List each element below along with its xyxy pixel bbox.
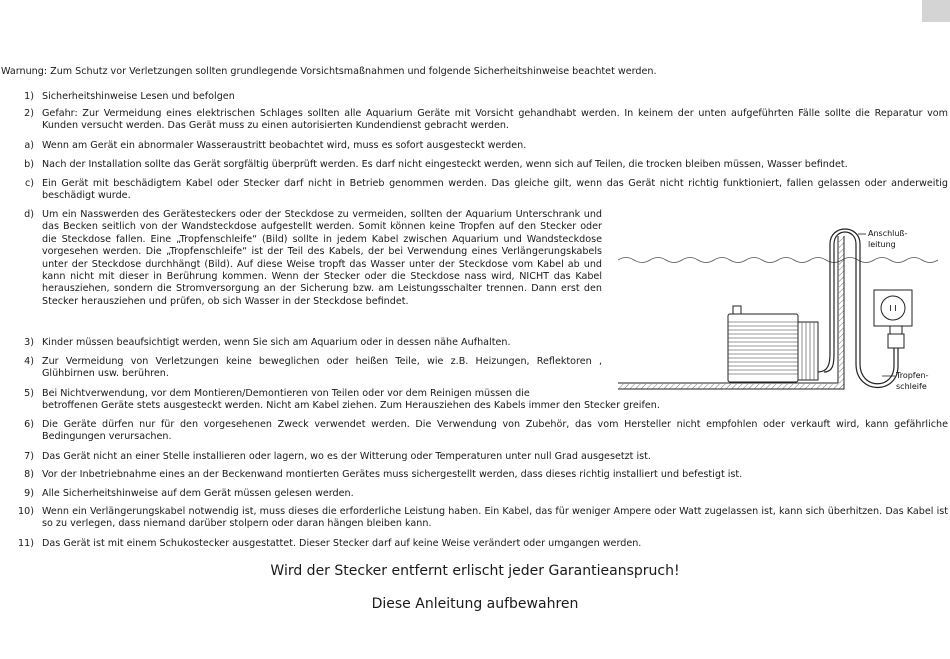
- item-number: 4): [24, 356, 34, 367]
- item-number: 8): [24, 469, 34, 480]
- drip-loop-diagram: [612, 214, 948, 396]
- item-number: 11): [18, 538, 34, 549]
- pump-icon: [728, 306, 818, 382]
- item-text-line2: betroffenen Geräte stets ausgesteckt werden. Nicht am Kabel ziehen. Zum Herausziehen des Kabels immer den Stecker greifen.: [42, 400, 660, 412]
- label-cable: Anschluß- leitung: [868, 229, 908, 249]
- item-number: 10): [18, 506, 34, 517]
- item-text: Nach der Installation sollte das Gerät sorgfältig überprüft werden. Es darf nicht eingesteckt werden, wenn sich auf Teilen, die trocken bleiben müssen, Wasser befindet.: [42, 159, 848, 170]
- item-number: c): [24, 178, 34, 189]
- corner-box: [922, 0, 950, 22]
- keep-instructions: Diese Anleitung aufbewahren: [371, 596, 579, 612]
- item-text: Sicherheitshinweise Lesen und befolgen: [42, 91, 235, 102]
- item-number: 3): [24, 337, 34, 348]
- item-text: Wenn am Gerät ein abnormaler Wasseraustritt beobachtet wird, muss es sofort ausgesteckt werden.: [42, 140, 527, 151]
- socket-text: I I: [889, 304, 897, 313]
- item-text: Um ein Nasswerden des Gerätesteckers oder der Steckdose zu vermeiden, sollten der Aquarium Unterschrank und das Becken seitlich von der Wandsteckdose aufgestellt werden. Somit können keine Tropfen auf den Stecker oder die Steckdose fallen. Eine „Tropfenschleife“ (Bild) sollte in jedem Kabel zwischen Aquarium und Wandsteckdose vorgesehen werden. Die „Tropfenschleife“ ist der Teil des Kabels, der bei Verwendung eines Verlängerungskabels unter der Steckdose durchhängt (Bild). Auf diese Weise tropft das Wasser unter der Steckdose vom Kabel ab und kann nicht mit dieser in Berührung kommen. Wenn der Stecker oder die Steckdose nass wird, NICHT das Kabel herausziehen, sondern die Stromversorgung an der Sicherung bzw. am Leistungsschalter trennen. Dann erst den Stecker herausziehen und prüfen, ob sich Wasser in der Steckdose befindet.: [42, 209, 602, 307]
- item-text: Das Gerät ist mit einem Schukostecker ausgestattet. Dieser Stecker darf auf keine Weise verändert oder umgangen werden.: [42, 538, 642, 549]
- item-text: Wenn ein Verlängerungskabel notwendig ist, muss dieses die erforderliche Leistung haben. Ein Kabel, das für weniger Ampere oder Watt zugelassen ist, kann sich überhitzen. Das Kabel ist so zu verlegen, dass niemand darüber stolpern oder daran hängen bleiben kann.: [42, 506, 948, 530]
- item-number: d): [24, 209, 34, 220]
- item-text: Gefahr: Zur Vermeidung eines elektrischen Schlages sollten alle Aquarium Geräte mit Vorsicht gehandhabt werden. In keinem der unten aufgeführten Fälle sollte die Reparatur vom Kunden versucht werden. Das Gerät muss zu einen autorisierten Kundendienst gebracht werden.: [42, 108, 948, 132]
- warning-text: Warnung: Zum Schutz vor Verletzungen sollten grundlegende Vorsichtsmaßnahmen und folgende Sicherheitshinweise beachtet werden.: [1, 66, 657, 77]
- item-number: 2): [24, 108, 34, 119]
- item-number: 5): [24, 388, 34, 399]
- item-number: 7): [24, 451, 34, 462]
- item-text: Zur Vermeidung von Verletzungen keine beweglichen oder heißen Teile, wie z.B. Heizungen, Reflektoren , Glühbirnen usw. berühren.: [42, 356, 602, 380]
- socket-icon: [874, 290, 912, 326]
- warranty-notice: Wird der Stecker entfernt erlischt jeder Garantieanspruch!: [270, 563, 680, 579]
- item-text: Vor der Inbetriebnahme eines an der Beckenwand montierten Gerätes muss sichergestellt werden, dass dieses richtig installiert und befestigt ist.: [42, 469, 743, 480]
- item-text: Das Gerät nicht an einer Stelle installieren oder lagern, wo es der Witterung oder Temperaturen unter null Grad ausgesetzt ist.: [42, 451, 651, 462]
- item-text: Ein Gerät mit beschädigtem Kabel oder Stecker darf nicht in Betrieb genommen werden. Das gleiche gilt, wenn das Gerät nicht richtig funktioniert, fallen gelassen oder anderweitig beschädigt wurde.: [42, 178, 948, 202]
- item-text: Kinder müssen beaufsichtigt werden, wenn Sie sich am Aquarium oder in dessen nähe Aufhalten.: [42, 337, 511, 348]
- item-number: 6): [24, 419, 34, 430]
- item-text-line1: Bei Nichtverwendung, vor dem Montieren/Demontieren von Teilen oder vor dem Reinigen müssen die: [42, 388, 530, 399]
- item-number: b): [24, 159, 34, 170]
- item-text: Die Geräte dürfen nur für den vorgesehenen Zweck verwendet werden. Die Verwendung von Zubehör, das vom Hersteller nicht empfohlen oder verkauft wird, kann gefährliche Bedingungen verursachen.: [42, 419, 948, 443]
- item-number: 9): [24, 488, 34, 499]
- water-line: [618, 258, 938, 263]
- item-number: 1): [24, 91, 34, 102]
- label-drip-loop: Tropfen- schleife: [896, 371, 929, 391]
- item-number: a): [24, 140, 34, 151]
- item-text: Alle Sicherheitshinweise auf dem Gerät müssen gelesen werden.: [42, 488, 354, 499]
